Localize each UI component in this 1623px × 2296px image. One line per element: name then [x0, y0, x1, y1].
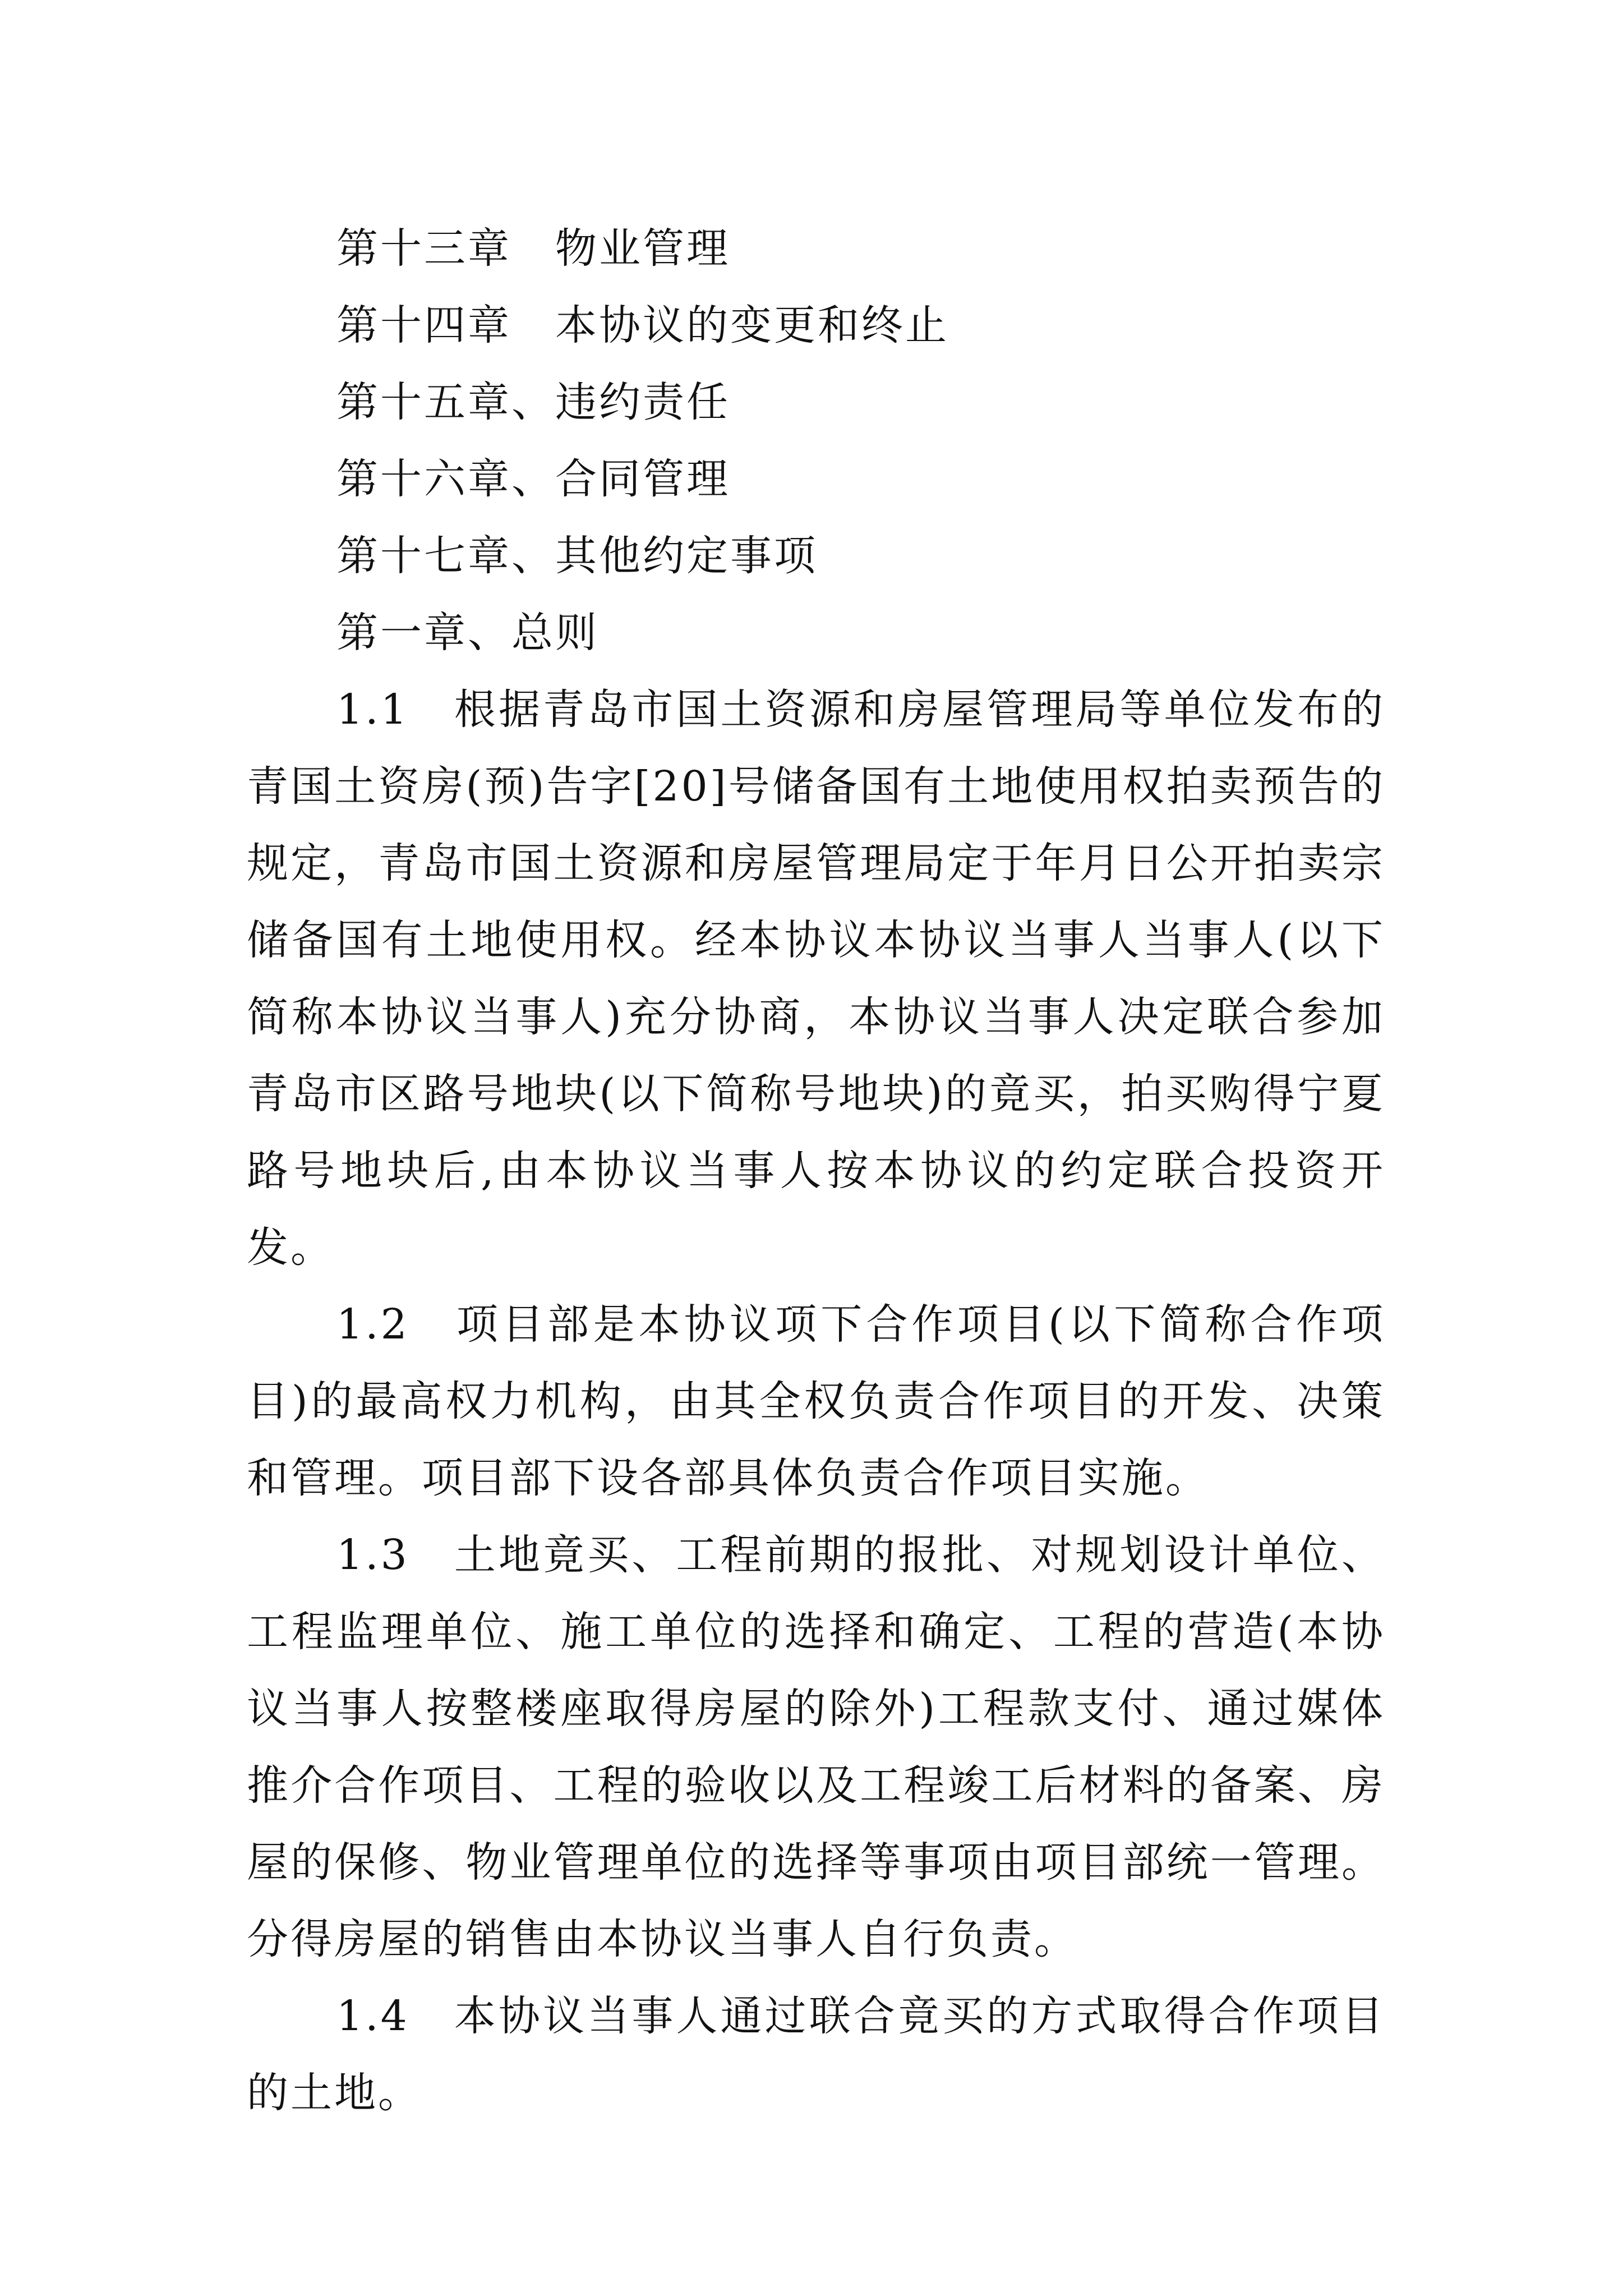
toc-entry-chapter-14: 第十四章 本协议的变更和终止 [336, 301, 949, 349]
toc-entry-chapter-15: 第十五章、违约责任 [336, 378, 730, 426]
toc-entry-chapter-17: 第十七章、其他约定事项 [336, 532, 818, 580]
toc-entry-chapter-13: 第十三章 物业管理 [336, 224, 730, 273]
paragraph-1-3: 1.3 土地竟买、工程前期的报批、对规划设计单位、工程监理单位、施工单位的选择和确定、工程的营造(本协议当事人按整楼座取得房屋的除外)工程款支付、通过媒体推介合作项目、工程的验收以及工程竣工后材料的备案、房屋的保修、物业管理单位的选择等事项由项目部统一管理。分得房屋的销售由本协议当事人自行负责。 [247, 1531, 1385, 1963]
paragraph-1-2: 1.2 项目部是本协议项下合作项目(以下简称合作项目)的最高权力机构，由其全权负责合作项目的开发、决策和管理。项目部下设各部具体负责合作项目实施。 [247, 1300, 1385, 1502]
document-body [247, 210, 1385, 2132]
toc-entry-chapter-16: 第十六章、合同管理 [336, 455, 730, 503]
paragraph-1-4: 1.4 本协议当事人通过联合竟买的方式取得合作项目的土地。 [247, 1992, 1385, 2117]
paragraph-1-1: 1.1 根据青岛市国土资源和房屋管理局等单位发布的青国土资房(预)告字[20]号储备国有土地使用权拍卖预告的规定，青岛市国土资源和房屋管理局定于年月日公开拍卖宗储备国有土地使用权。经本协议本协议当事人当事人(以下简称本协议当事人)充分协商，本协议当事人决定联合参加青岛市区路号地块(以下简称号地块)的竟买，拍买购得宁夏路号地块后,由本协议当事人按本协议的约定联合投资开发。 [247, 685, 1385, 1272]
chapter-1-heading: 第一章、总则 [336, 609, 599, 657]
